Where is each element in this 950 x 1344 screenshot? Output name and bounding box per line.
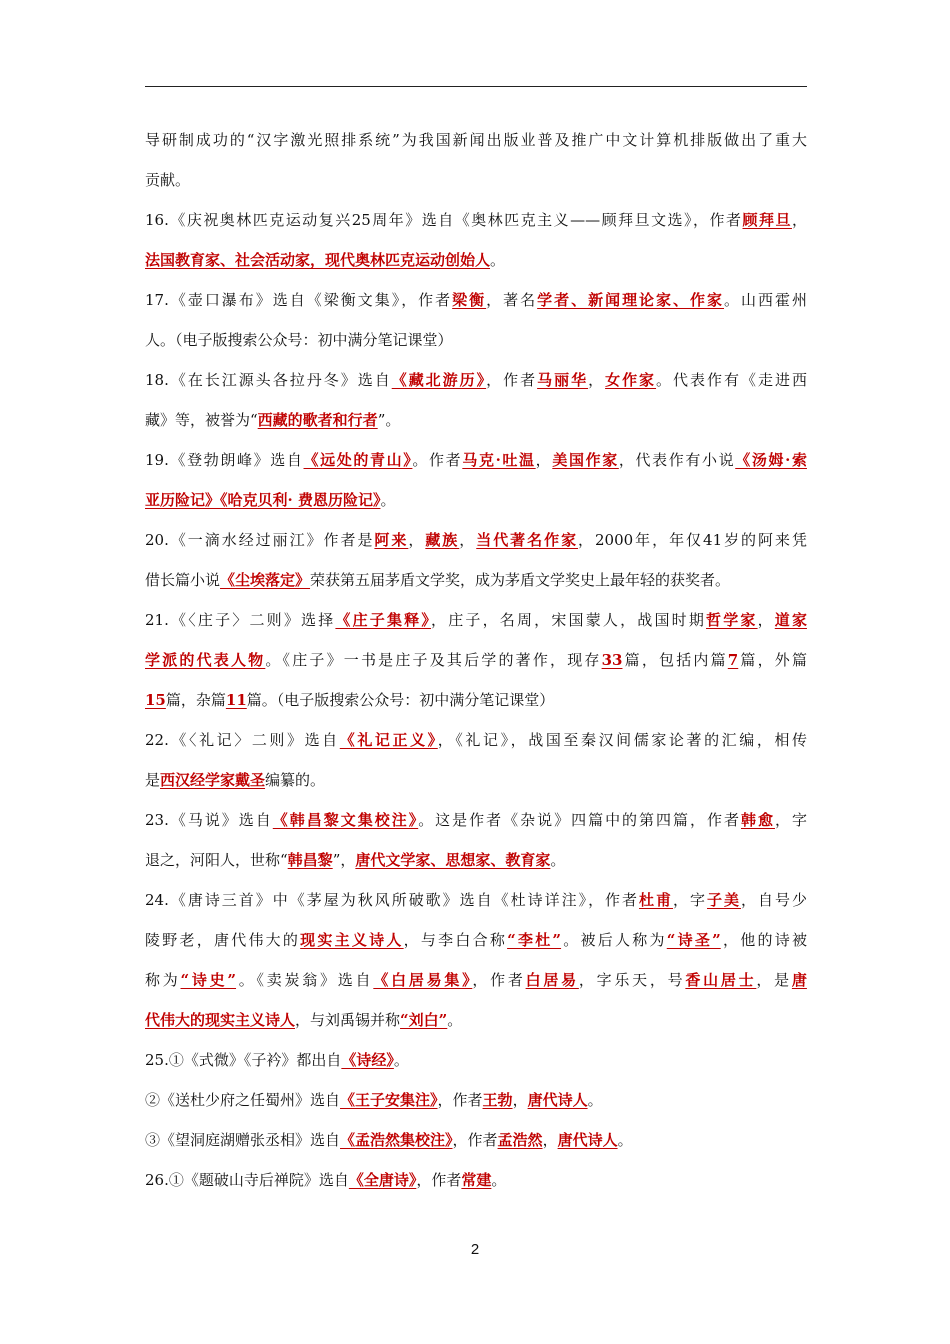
highlighted-answer: 藏族 <box>425 531 460 549</box>
highlighted-answer: 香山居士 <box>685 971 757 989</box>
text-line <box>145 320 807 360</box>
text-line <box>145 1160 807 1200</box>
text-line <box>145 160 807 200</box>
highlighted-answer: 当代著名作家 <box>476 531 579 549</box>
text-segment: ， <box>542 1131 558 1149</box>
text-segment: ，代表作有小说 <box>618 451 736 469</box>
text-segment: ， <box>459 531 477 549</box>
highlighted-answer: 唐 <box>791 971 807 989</box>
highlighted-answer: 唐代文学家、思想家、教育家 <box>355 851 551 869</box>
highlighted-answer: 道家 <box>774 611 807 629</box>
text-segment: ，作者 <box>452 1131 498 1149</box>
text-segment: ，与李白合称 <box>403 931 508 949</box>
text-segment: ，作者 <box>437 1091 483 1109</box>
text-segment: ”， <box>332 851 356 869</box>
text-line <box>145 800 807 840</box>
text-line <box>145 240 807 280</box>
text-segment: ， <box>535 451 553 469</box>
text-segment: 人。（电子版搜索公众号：初中满分笔记课堂） <box>145 331 453 349</box>
text-line <box>145 600 807 640</box>
text-segment: ，他的诗被 <box>720 931 807 949</box>
highlighted-answer: 学者、新闻理论家、作家 <box>537 291 725 309</box>
text-segment: ，自号少 <box>741 891 807 909</box>
document-body <box>145 120 807 1200</box>
text-segment: 16.《庆祝奥林匹克运动复兴25周年》选自《奥林匹克主义——顾拜旦文选》，作者 <box>145 211 743 229</box>
text-segment: 篇，杂篇 <box>165 691 226 709</box>
text-line <box>145 640 807 680</box>
highlighted-answer: 唐代诗人 <box>557 1131 618 1149</box>
highlighted-answer: 女作家 <box>605 371 657 389</box>
text-segment: 。《卖炭翁》选自 <box>236 971 374 989</box>
text-segment: 退之，河阳人，世称“ <box>145 851 288 869</box>
text-segment: 。 <box>447 1011 463 1029</box>
text-segment: 篇。（电子版搜索公众号：初中满分笔记课堂） <box>246 691 555 709</box>
text-segment: 。作者 <box>412 451 463 469</box>
highlighted-answer: 阿来 <box>374 531 409 549</box>
text-segment: 。 <box>490 251 506 269</box>
highlighted-answer: 哲学家 <box>706 611 758 629</box>
highlighted-answer: 《庄子集释》 <box>335 611 432 629</box>
text-segment: ，字 <box>673 891 708 909</box>
text-line <box>145 200 807 240</box>
highlighted-answer: 11 <box>225 691 247 709</box>
text-segment: 是 <box>145 771 161 789</box>
highlighted-answer: 亚历险记》《哈克贝利· 费恩历险记》 <box>145 491 381 509</box>
highlighted-answer: 杜甫 <box>639 891 674 909</box>
highlighted-answer: “刘白” <box>400 1011 448 1029</box>
highlighted-answer: 33 <box>601 651 623 669</box>
text-line <box>145 400 807 440</box>
text-segment: 20.《一滴水经过丽江》作者是 <box>145 531 375 549</box>
text-segment: 23.《马说》选自 <box>145 811 273 829</box>
highlighted-answer: “诗圣” <box>666 931 721 949</box>
text-segment: 。被后人称为 <box>561 931 667 949</box>
text-line <box>145 560 807 600</box>
text-segment: 导研制成功的“汉字激光照排系统”为我国新闻出版业普及推广中文计算机排版做出了重大 <box>145 131 807 149</box>
text-segment: 21.《〈庄子〉二则》选择 <box>145 611 336 629</box>
text-segment: ，是 <box>756 971 792 989</box>
text-line <box>145 1120 807 1160</box>
header-rule <box>145 86 807 87</box>
text-segment: ②《送杜少府之任蜀州》选自 <box>145 1091 341 1109</box>
text-segment: 。《庄子》一书是庄子及其后学的著作，现存 <box>265 651 602 669</box>
text-segment: ，作者 <box>472 971 526 989</box>
text-segment: 篇，外篇 <box>738 651 807 669</box>
text-line <box>145 280 807 320</box>
text-segment: 18.《在长江源头各拉丹冬》选自 <box>145 371 392 389</box>
text-line <box>145 840 807 880</box>
text-segment: 借长篇小说 <box>145 571 221 589</box>
page-number: 2 <box>470 1241 480 1258</box>
text-segment: 19.《登勃朗峰》选自 <box>145 451 304 469</box>
highlighted-answer: 马丽华 <box>537 371 589 389</box>
text-segment: 。 <box>550 851 566 869</box>
text-segment: ，与刘禹锡并称 <box>295 1011 401 1029</box>
text-segment: ，著名 <box>486 291 538 309</box>
text-line <box>145 760 807 800</box>
highlighted-answer: 《白居易集》 <box>373 971 473 989</box>
text-line <box>145 480 807 520</box>
highlighted-answer: 《韩昌黎文集校注》 <box>272 811 419 829</box>
text-segment: 24.《唐诗三首》中《茅屋为秋风所破歌》选自《杜诗详注》，作者 <box>145 891 640 909</box>
highlighted-answer: 7 <box>727 651 739 669</box>
text-segment: 17.《壶口瀑布》选自《梁衡文集》，作者 <box>145 291 453 309</box>
text-line <box>145 360 807 400</box>
text-line <box>145 520 807 560</box>
highlighted-answer: 美国作家 <box>552 451 619 469</box>
highlighted-answer: “诗史” <box>180 971 237 989</box>
highlighted-answer: 《孟浩然集校注》 <box>340 1131 453 1149</box>
highlighted-answer: 梁衡 <box>452 291 487 309</box>
text-line <box>145 680 807 720</box>
highlighted-answer: 代伟大的现实主义诗人 <box>145 1011 296 1029</box>
text-segment: ，《礼记》，战国至秦汉间儒家论著的汇编，相传 <box>437 731 807 749</box>
text-segment: ，2000年，年仅41岁的阿来凭 <box>578 531 807 549</box>
highlighted-answer: 《远处的青山》 <box>303 451 413 469</box>
text-segment: ， <box>408 531 426 549</box>
highlighted-answer: 子美 <box>707 891 741 909</box>
text-line <box>145 920 807 960</box>
text-segment: ，字乐天，号 <box>578 971 686 989</box>
highlighted-answer: 《诗经》 <box>341 1051 394 1069</box>
highlighted-answer: 王勃 <box>482 1091 513 1109</box>
highlighted-answer: 孟浩然 <box>497 1131 543 1149</box>
text-segment: 。 <box>587 1091 603 1109</box>
text-segment: ，作者 <box>416 1171 462 1189</box>
highlighted-answer: 《藏北游历》 <box>391 371 487 389</box>
text-segment: ， <box>791 211 807 229</box>
highlighted-answer: 《王子安集注》 <box>340 1091 438 1109</box>
highlighted-answer: 《尘埃落定》 <box>220 571 311 589</box>
text-segment: 编纂的。 <box>265 771 326 789</box>
highlighted-answer: “李杜” <box>507 931 562 949</box>
text-line <box>145 1080 807 1120</box>
text-segment: ，作者 <box>486 371 538 389</box>
text-line <box>145 1000 807 1040</box>
text-segment: ③《望洞庭湖赠张丞相》选自 <box>145 1131 341 1149</box>
text-segment: ， <box>512 1091 528 1109</box>
text-segment: 。 <box>617 1131 633 1149</box>
highlighted-answer: 学派的代表人物 <box>145 651 266 669</box>
highlighted-answer: 15 <box>145 691 166 709</box>
text-segment: 。 <box>393 1051 409 1069</box>
highlighted-answer: 现实主义诗人 <box>300 931 404 949</box>
highlighted-answer: 《汤姆·索 <box>735 451 807 469</box>
highlighted-answer: 西汉经学家戴圣 <box>160 771 266 789</box>
text-line <box>145 1040 807 1080</box>
text-segment: ，字 <box>774 811 807 829</box>
text-segment: 25.①《式微》《子衿》都出自 <box>145 1051 342 1069</box>
highlighted-answer: 顾拜旦 <box>742 211 792 229</box>
text-segment: 称为 <box>145 971 181 989</box>
text-line <box>145 880 807 920</box>
highlighted-answer: 马克·吐温 <box>462 451 536 469</box>
highlighted-answer: 白居易 <box>525 971 579 989</box>
text-segment: 。这是作者《杂说》四篇中的第四篇，作者 <box>418 811 741 829</box>
highlighted-answer: 唐代诗人 <box>527 1091 588 1109</box>
text-segment: ，庄子，名周，宋国蒙人，战国时期 <box>431 611 707 629</box>
text-segment: 22.《〈礼记〉二则》选自 <box>145 731 340 749</box>
text-segment: 陵野老，唐代伟大的 <box>145 931 301 949</box>
text-segment: ， <box>588 371 606 389</box>
text-segment: 。 <box>491 1171 507 1189</box>
highlighted-answer: 《礼记正义》 <box>339 731 438 749</box>
text-line <box>145 960 807 1000</box>
highlighted-answer: 韩昌黎 <box>287 851 333 869</box>
highlighted-answer: 《全唐诗》 <box>348 1171 417 1189</box>
highlighted-answer: 常建 <box>461 1171 492 1189</box>
highlighted-answer: 西藏的歌者和行者 <box>257 411 378 429</box>
text-line <box>145 440 807 480</box>
text-segment: ， <box>757 611 775 629</box>
highlighted-answer: 法国教育家、社会活动家，现代奥林匹克运动创始人 <box>145 251 491 269</box>
highlighted-answer: 韩愈 <box>740 811 775 829</box>
text-segment: 篇，包括内篇 <box>622 651 728 669</box>
text-segment: 。代表作有《走进西 <box>656 371 807 389</box>
text-segment: 荣获第五届茅盾文学奖，成为茅盾文学奖史上最年轻的获奖者。 <box>310 571 731 589</box>
text-segment: 26.①《题破山寺后禅院》选自 <box>145 1171 349 1189</box>
text-line <box>145 720 807 760</box>
text-segment: 贡献。 <box>145 171 191 189</box>
text-line <box>145 120 807 160</box>
text-segment: 。山西霍州 <box>724 291 807 309</box>
text-segment: 藏》等，被誉为“ <box>145 411 258 429</box>
text-segment: 。 <box>380 491 396 509</box>
text-segment: ”。 <box>377 411 401 429</box>
